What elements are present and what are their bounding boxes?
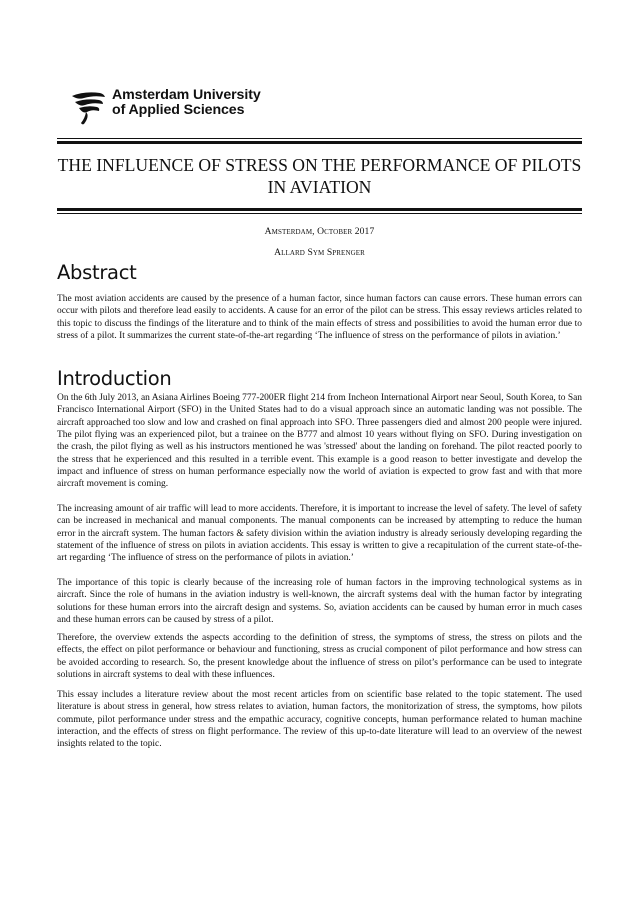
- university-logo: [70, 88, 261, 126]
- introduction-paragraph-5: This essay includes a literature review about the most recent articles from on scientific base related to the topic statement. The used literature is about stress in general, how stress relates to aviation, human factors, the monitorization of stress, the symptoms, how pilots commute, pilot performance under stress and the empathic accuracy, cognitive concepts, human performance related to human machine interaction, and the effects of stress on flight performance. The review of this up-to-date literature will lead to an overview of the newest insights related to the topic.: [57, 690, 582, 750]
- logo-text: [112, 88, 261, 118]
- top-rule-thick: [57, 141, 582, 144]
- abstract-paragraph: The most aviation accidents are caused by the presence of a human factor, since human factors can cause errors. These human errors can occur with pilots and therefore lead easily to accidents. A cause for an error of the pilot can be stress. This essay reviews articles related to this topic to discuss the findings of the literature and to think of the main effects of stress and possibilities to avoid the human error due to stress of a pilot. It summarizes the current state-of-the-art regarding ‘The influence of stress on the performance of pilots in aviation.’: [57, 294, 582, 342]
- author-name: Allard Sym Sprenger: [274, 247, 365, 258]
- introduction-paragraph-4: Therefore, the overview extends the aspects according to the definition of stress, the symptoms of stress, the stress on pilots and the effects, the effect on pilot performance or behaviour and functioning, stress as crucial component of pilot performance and how stress can be avoided according to research. So, the present knowledge about the influence of stress on pilot’s performance can be used to integrate solutions in aircraft systems to deal with these influences.: [57, 633, 582, 681]
- top-rule-thin: [57, 138, 582, 139]
- introduction-heading: Introduction: [57, 367, 172, 390]
- aua-logo-icon: [70, 90, 106, 126]
- introduction-paragraph-2: The increasing amount of air traffic will lead to more accidents. Therefore, it is important to increase the level of safety. The level of safety can be increased in mechanical and manual components. The manual components can be increased by attempting to reduce the human error in the aircraft system. The human factors & safety division within the aviation industry is already seriously developing regarding the statement of the influence of stress on pilots in aviation accidents. This essay is written to give a recapitulation of the current state-of-the-art regarding ‘The influence of stress on the performance of pilots in aviation.’: [57, 504, 582, 564]
- logo-line-2: of Applied Sciences: [112, 102, 245, 118]
- introduction-paragraph-3: The importance of this topic is clearly because of the increasing role of human factors in the improving technological systems as in aircraft. Since the role of humans in the aviation industry is well-known, the aircraft systems deal with the human factor by integrating solutions for these human errors into the aircraft design and systems. So, aviation accidents can be caused by human error in much cases and these human errors can be caused by stress of a pilot.: [57, 578, 582, 626]
- place-date: Amsterdam, October 2017: [264, 226, 375, 237]
- bottom-rule-thin: [57, 213, 582, 214]
- bottom-rule-thick: [57, 208, 582, 211]
- abstract-heading: Abstract: [57, 261, 137, 284]
- document-title: THE INFLUENCE OF STRESS ON THE PERFORMANCE OF PILOTS IN AVIATION: [57, 155, 582, 197]
- introduction-paragraph-1: On the 6th July 2013, an Asiana Airlines Boeing 777-200ER flight 214 from Incheon International Airport near Seoul, South Korea, to San Francisco International Airport (SFO) in the United States had to do a visual approach since an automatic landing was not possible. The aircraft approached too slow and low and crashed on final approach into SFO. Three passengers died and almost 200 people were injured. The pilot flying was an experienced pilot, but a trainee on the B777 and almost 10 years without flying on SFO. During investigation on the crash, the pilot flying as well as his instructors mentioned he was 'stressed' about the landing on forehand. The pilot reacted poorly to the stress that he experienced and this resulted in a terrible event. This example is a good reason to better investigate and develop the impact and influence of stress on human performance especially now the world of aviation is expected to grow fast and with that more aircraft movement is coming.: [57, 393, 582, 490]
- logo-line-1: Amsterdam University: [112, 87, 261, 103]
